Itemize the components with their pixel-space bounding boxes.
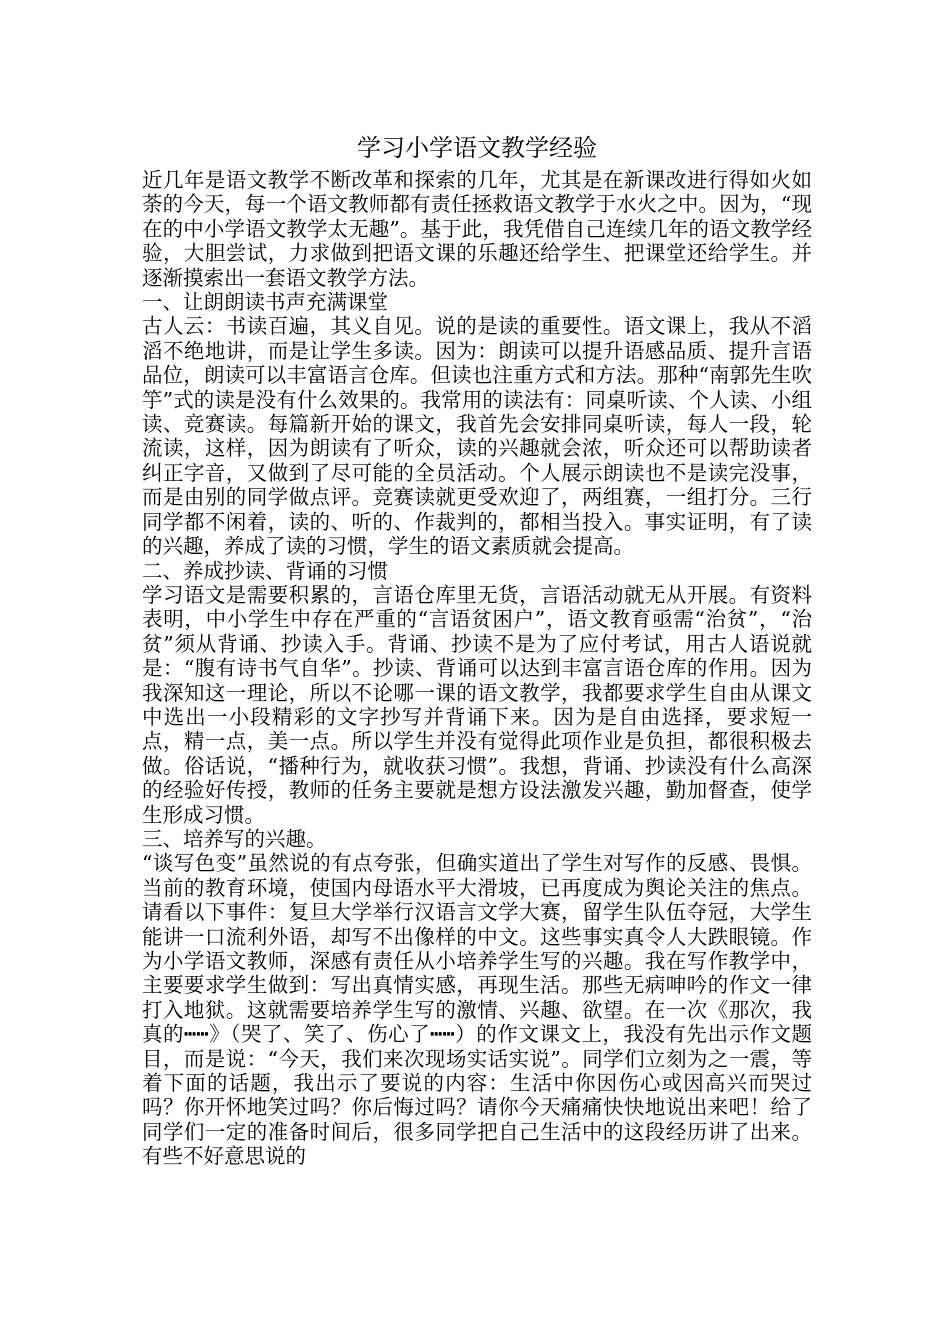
section-body-3: “谈写色变”虽然说的有点夸张，但确实道出了学生对写作的反感、畏惧。当前的教育环境，使国内母语水平大滑坡，已再度成为舆论关注的焦点。请看以下事件：复旦大学举行汉语言文学大赛，留学生队伍夺冠，大学生能讲一口流利外语，却写不出像样的中文。这些事实真令人大跌眼镜。作为小学语文教师，深感有责任从小培养学生写的兴趣。我在写作教学中，主要要求学生做到：写出真情实感，再现生活。那些无病呻吟的作文一律打入地狱。这就需要培养学生写的激情、兴趣、欲望。在一次《那次，我真的┅┅》（哭了、笑了、伤心了┅┅）的作文课文上，我没有先出示作文题目，而是说：“今天，我们来次现场实话实说”。同学们立刻为之一震，等着下面的话题，我出示了要说的内容：生活中你因伤心或因高兴而哭过吗？你开怀地笑过吗？你后悔过吗？请你今天痛痛快快地说出来吧！给了同学们一定的准备时间后，很多同学把自己生活中的这段经历讲了出来。有些不好意思说的: [142, 851, 812, 1169]
section-body-2: 学习语文是需要积累的，言语仓库里无货，言语活动就无从开展。有资料表明，中小学生中存在严重的“言语贫困户”，语文教育亟需“治贫”，“治贫”须从背诵、抄读入手。背诵、抄读不是为了应付考试，用古人语说就是：“腹有诗书气自华”。抄读、背诵可以达到丰富言语仓库的作用。因为我深知这一理论，所以不论哪一课的语文教学，我都要求学生自由从课文中选出一小段精彩的文字抄写并背诵下来。因为是自由选择，要求短一点，精一点，美一点。所以学生并没有觉得此项作业是负担，都很积极去做。俗话说，“播种行为，就收获习惯”。我想，背诵、抄读没有什么高深的经验好传授，教师的任务主要就是想方设法激发兴趣，勤加督查，使学生形成习惯。: [142, 582, 812, 827]
section-heading-3: 三、培养写的兴趣。: [142, 826, 327, 851]
document-title: 学习小学语文教学经验: [357, 134, 597, 162]
section-body-1: 古人云：书读百遍，其义自见。说的是读的重要性。语文课上，我从不滔滔不绝地讲，而是让学生多读。因为：朗读可以提升语感品质、提升言语品位，朗读可以丰富语言仓库。但读也注重方式和方法。那种“南郭先生吹竽”式的读是没有什么效果的。我常用的读法有：同桌听读、个人读、小组读、竞赛读。每篇新开始的课文，我首先会安排同桌听读，每人一段，轮流读，这样，因为朗读有了听众，读的兴趣就会浓，听众还可以帮助读者纠正字音，又做到了尽可能的全员活动。个人展示朗读也不是读完没事，而是由别的同学做点评。竞赛读就更受欢迎了，两组赛，一组打分。三行同学都不闲着，读的、听的、作裁判的，都相当投入。事实证明，有了读的兴趣，养成了读的习惯，学生的语文素质就会提高。: [142, 314, 812, 559]
section-heading-2: 二、养成抄读、背诵的习惯: [142, 558, 388, 583]
section-heading-1: 一、让朗朗读书声充满课堂: [142, 290, 388, 315]
document-page: [142, 128, 812, 1169]
intro-paragraph: 近几年是语文教学不断改革和探索的几年，尤其是在新课改进行得如火如荼的今天，每一个语文教师都有责任拯救语文教学于水火之中。因为，“现在的中小学语文教学太无趣”。基于此，我凭借自己连续几年的语文教学经验，大胆尝试，力求做到把语文课的乐趣还给学生、把课堂还给学生。并逐渐摸索出一套语文教学方法。: [142, 168, 812, 290]
